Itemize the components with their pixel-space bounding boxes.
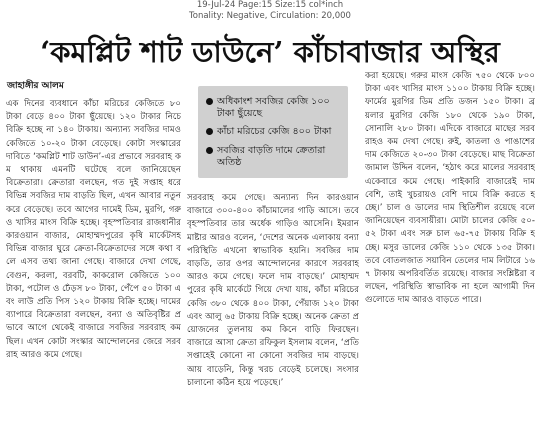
article-column-3	[365, 70, 535, 440]
headline: ‘কমপ্লিট শাট ডাউনে’ কাঁচাবাজার অস্থির	[40, 35, 500, 69]
highlight-item	[206, 145, 344, 169]
column-text: এক দিনের ব্যবধানে কাঁচা মরিচের কেজিতে ৮০ টাকা বেড়ে ৪০০ টাকা ছুঁয়েছে। ১২০ টাকার নিচে বিক্রি হচ্ছে না ১৪০ টাকায়। অন্যান্য সবজির দামও কেজিতে ১০-২০ টাকা বেড়েছে। কোটা সংস্কারের দাবিতে ‘কমপ্লিট শাট ডাউন’-এর প্রভাবে সরবরাহ কম থাকায় এমনটি ঘটেছে বলে জানিয়েছেন বিক্রেতারা। ক্রেতারা বলছেন, গত দুই সপ্তাহ ধরে বিভিন্ন সবজির দাম বাড়তি ছিল, এখন আবার নতুন করে বেড়েছে। তবে আগের দামেই ডিম, মুরগি, গরু ও খাসির মাংস বিক্রি হচ্ছে। বৃহস্পতিবার রাজধানীর কারওয়ান বাজার, মোহাম্মদপুরের কৃষি মার্কেটসহ বিভিন্ন বাজার ঘুরে ক্রেতা-বিক্রেতাদের সঙ্গে কথা বলে এসব তথ্য জানা গেছে। বাজারে দেখা গেছে, বেগুন, করলা, বরবটি, কাকরোল কেজিতে ১০০ টাকা, পটোল ও ঢেঁড়স ৮০ টাকা, পেঁপে ৫০ টাকা এবং লাউ প্রতি পিস ১২০ টাকায় বিক্রি হচ্ছে। দামের ব্যাপারে বিক্রেতারা বলছেন, বন্যা ও অতিবৃষ্টির প্রভাবে আগে থেকেই বাজারে সবজির সরবরাহ কম ছিল। এখন কোটা সংস্কার আন্দোলনের জেরে সরবরাহ আরও কমে গেছে।	[6, 99, 181, 360]
article-column-1	[6, 98, 181, 440]
highlight-text: সবজির বাড়তি দামে ক্রেতারা অতিষ্ঠ	[217, 145, 326, 168]
highlight-box	[198, 86, 348, 178]
highlight-text: কাঁচা মরিচের কেজি ৪০০ টাকা	[217, 126, 332, 137]
byline: জাহাঙ্গীর আলম	[7, 81, 64, 91]
highlight-item	[206, 96, 344, 120]
column-text: করা হয়েছে। গরুর মাংস কেজি ৭৫০ থেকে ৮০০ টাকা এবং খাসির মাংস ১১০০ টাকায় বিক্রি হচ্ছে। ফার্মের মুরগির ডিম প্রতি ডজন ১৫০ টাকা। ব্রয়লার মুরগির কেজি ১৮০ থেকে ১৯০ টাকা, সোনালি ২৮০ টাকা। এদিকে বাজারে মাছের সরবরাহও কম দেখা গেছে। রুই, কাতলা ও পাঙাশের দাম কেজিতে ২০-৩০ টাকা বেড়েছে। মাছ বিক্রেতা জামাল উদ্দিন বলেন, ‘হঠাৎ করে মালের সরবরাহ একেবারে কমে গেছে। পাইকারি বাজারেই দাম বেশি, তাই খুচরায়ও বেশি দামে বিক্রি করতে হচ্ছে।’ চাল ও ডালের দাম স্থিতিশীল রয়েছে বলে জানিয়েছেন ব্যবসায়ীরা। মোটা চালের কেজি ৫০-৫২ টাকা এবং সরু চাল ৬৫-৭৫ টাকায় বিক্রি হচ্ছে। মসুর ডালের কেজি ১১০ থেকে ১৩৫ টাকা। তবে বোতলজাত সয়াবিন তেলের দাম লিটারে ১৬৭ টাকায় অপরিবর্তিত রয়েছে। বাজার সংশ্লিষ্টরা বলছেন, পরিস্থিতি স্বাভাবিক না হলে আগামী দিনগুলোতে দাম আরও বাড়তে পারে।	[365, 71, 535, 306]
article-column-2	[187, 192, 359, 440]
publication-info: 19-Jul-24 Page:15 Size:15 col*inch	[196, 0, 344, 10]
highlight-item	[206, 126, 344, 138]
highlight-text: অধিকাংশ সবজির কেজি ১০০ টাকা ছুঁয়েছে	[217, 96, 330, 119]
bullet-icon	[206, 128, 213, 135]
tonality-info: Tonality: Negative, Circulation: 20,000	[189, 11, 351, 21]
bullet-icon	[206, 147, 213, 154]
bullet-icon	[206, 98, 213, 105]
column-text: সরবরাহ কমে গেছে। অন্যান্য দিন কারওয়ান বাজারে ৩০০-৪০০ কাঁচামালের গাড়ি আসে। তবে বৃহস্পতিবার তার অর্ধেক গাড়িও আসেনি। ইমরান মাষ্টার আরও বলেন, ‘দেশের অনেক এলাকায় বন্যা পরিস্থিতি এখনো স্বাভাবিক হয়নি। সবজির দাম বাড়তি, তার ওপর আন্দোলনের কারণে সরবরাহ আরও কমে গেছে। ফলে দাম বাড়ছে।’ মোহাম্মদপুরের কৃষি মার্কেটে গিয়ে দেখা যায়, কাঁচা মরিচের কেজি ৩৮০ থেকে ৪০০ টাকা, পেঁয়াজ ১২০ টাকা এবং আলু ৬৫ টাকায় বিক্রি হচ্ছে। অনেক ক্রেতা প্রয়োজনের তুলনায় কম কিনে বাড়ি ফিরছেন। বাজারে আসা ক্রেতা রফিকুল ইসলাম বলেন, ‘প্রতি সপ্তাহেই কোনো না কোনো সবজির দাম বাড়ছে। আয় বাড়েনি, কিন্তু খরচ বেড়েই চলেছে। সংসার চালানো কঠিন হয়ে পড়েছে।’	[187, 193, 359, 388]
